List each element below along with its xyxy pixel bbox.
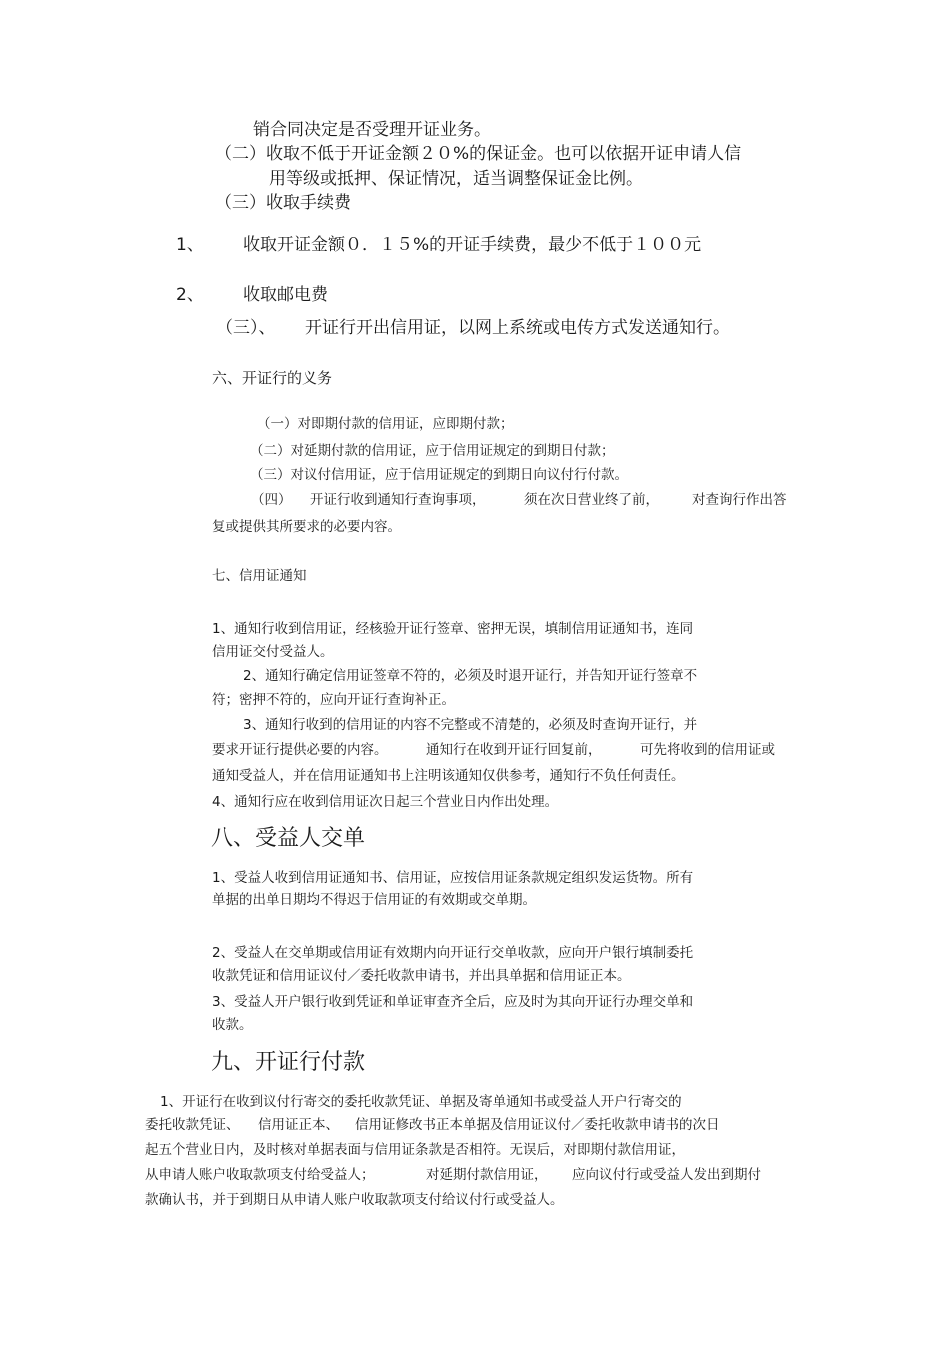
text-line: 1、开证行在收到议付行寄交的委托收款凭证、单据及寄单通知书或受益人开户行寄交的 bbox=[160, 1094, 682, 1110]
text-line: 符；密押不符的，应向开证行查询补正。 bbox=[212, 692, 455, 708]
text-line: 开证行收到通知行查询事项， bbox=[310, 492, 486, 508]
text-line: 销合同决定是否受理开证业务。 bbox=[253, 120, 491, 140]
text-line: 对查询行作出答 bbox=[692, 492, 787, 508]
text-line: 委托收款凭证、 bbox=[145, 1117, 240, 1133]
text-line: 1、受益人收到信用证通知书、信用证，应按信用证条款规定组织发运货物。所有 bbox=[212, 870, 694, 886]
text-line: 通知行在收到开证行回复前， bbox=[426, 742, 602, 758]
text-line: 从申请人账户收取款项支付给受益人； bbox=[145, 1167, 375, 1183]
text-line: 通知受益人，并在信用证通知书上注明该通知仅供参考，通知行不负任何责任。 bbox=[212, 768, 685, 784]
text-line: 用等级或抵押、保证情况，适当调整保证金比例。 bbox=[269, 169, 643, 189]
section-heading: 九、开证行付款 bbox=[211, 1050, 366, 1075]
text-line: （一）对即期付款的信用证，应即期付款； bbox=[257, 416, 514, 432]
section-heading: 八、受益人交单 bbox=[211, 826, 366, 851]
text-line: 信用证修改书正本单据及信用证议付／委托收款申请书的次日 bbox=[355, 1117, 720, 1133]
text-line: 收取邮电费 bbox=[243, 285, 328, 305]
text-line: 复或提供其所要求的必要内容。 bbox=[212, 519, 401, 535]
list-number: （三）、 bbox=[216, 318, 276, 338]
text-line: 可先将收到的信用证或 bbox=[640, 742, 775, 758]
list-number: 2、 bbox=[176, 285, 204, 305]
text-line: 信用证正本、 bbox=[258, 1117, 339, 1133]
text-line: 3、受益人开户银行收到凭证和单证审查齐全后，应及时为其向开证行办理交单和 bbox=[212, 994, 694, 1010]
text-line: 1、通知行收到信用证，经核验开证行签章、密押无误，填制信用证通知书，连同 bbox=[212, 621, 694, 637]
list-number: 1、 bbox=[176, 235, 204, 255]
text-line: 2、通知行确定信用证签章不符的，必须及时退开证行，并告知开证行签章不 bbox=[243, 668, 698, 684]
text-line: 3、通知行收到的信用证的内容不完整或不清楚的，必须及时查询开证行，并 bbox=[243, 717, 698, 733]
text-line: 要求开证行提供必要的内容。 bbox=[212, 742, 388, 758]
text-line: 收款凭证和信用证议付／委托收款申请书，并出具单据和信用证正本。 bbox=[212, 968, 631, 984]
text-line: （三）收取手续费 bbox=[215, 193, 351, 213]
text-line: 信用证交付受益人。 bbox=[212, 644, 334, 660]
text-line: 应向议付行或受益人发出到期付 bbox=[572, 1167, 761, 1183]
text-line: 收取开证金额０．１５%的开证手续费，最少不低于１００元 bbox=[243, 235, 702, 255]
section-heading: 六、开证行的义务 bbox=[212, 369, 333, 387]
text-line: 单据的出单日期均不得迟于信用证的有效期或交单期。 bbox=[212, 892, 536, 908]
text-line: 开证行开出信用证，以网上系统或电传方式发送通知行。 bbox=[305, 318, 730, 338]
text-line: 2、受益人在交单期或信用证有效期内向开证行交单收款，应向开户银行填制委托 bbox=[212, 945, 694, 961]
text-line: （二）对延期付款的信用证，应于信用证规定的到期日付款； bbox=[250, 443, 615, 459]
text-line: 起五个营业日内，及时核对单据表面与信用证条款是否相符。无误后，对即期付款信用证， bbox=[145, 1142, 685, 1158]
text-line: 款确认书，并于到期日从申请人账户收取款项支付给议付行或受益人。 bbox=[145, 1192, 564, 1208]
text-line: （二）收取不低于开证金额２０%的保证金。也可以依据开证申请人信 bbox=[215, 144, 742, 164]
text-line: 收款。 bbox=[212, 1017, 253, 1033]
text-line: 对延期付款信用证， bbox=[426, 1167, 548, 1183]
text-line: 须在次日营业终了前， bbox=[524, 492, 659, 508]
section-heading: 七、信用证通知 bbox=[212, 568, 307, 584]
text-line: （四） bbox=[251, 492, 292, 508]
text-line: 4、通知行应在收到信用证次日起三个营业日内作出处理。 bbox=[212, 794, 559, 810]
text-line: （三）对议付信用证，应于信用证规定的到期日向议付行付款。 bbox=[250, 467, 628, 483]
